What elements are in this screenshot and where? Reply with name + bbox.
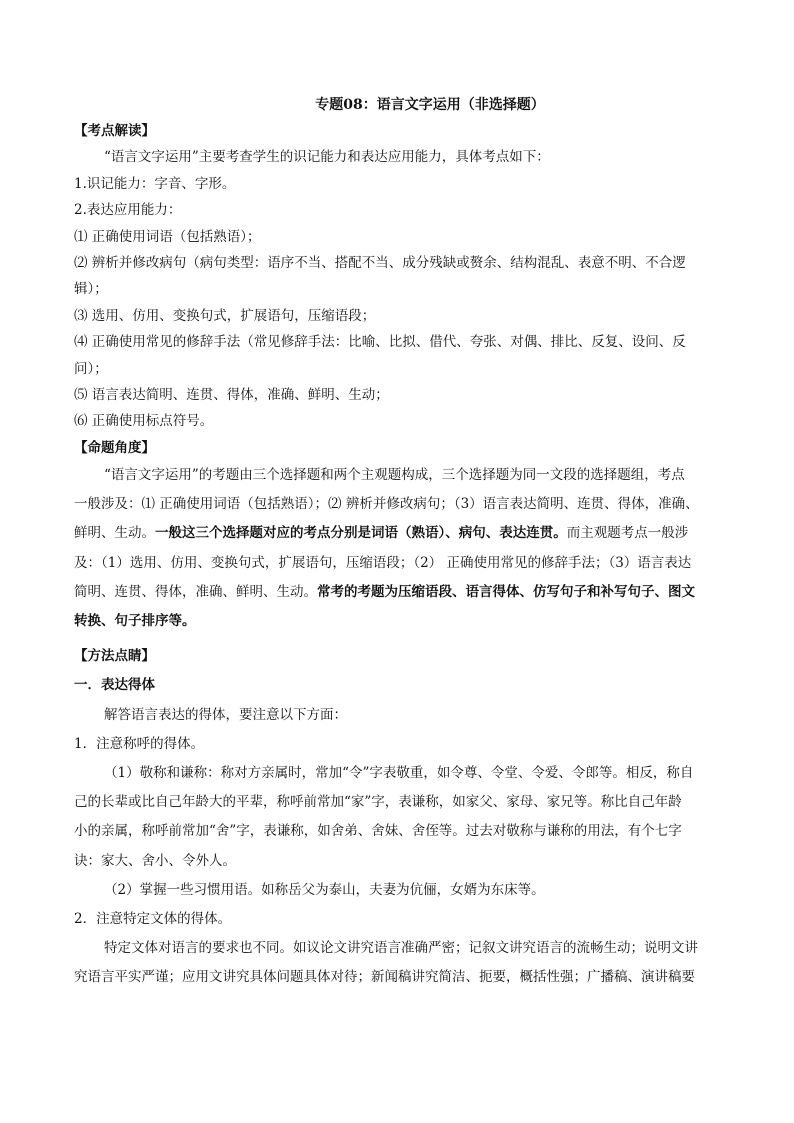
list-item: ⑹ 正确使用标点符号。 — [74, 413, 214, 430]
section-heading-fangfa: 【方法点睛】 — [74, 648, 155, 665]
paragraph-line: 己的长辈或比自己年龄大的平辈，称呼前常加“家”字，表谦称，如家父、家母、家兄等。称比自己年龄 — [74, 794, 682, 811]
section-heading-kaodian: 【考点解读】 — [74, 123, 155, 139]
plain-text: 而主观题考点一般涉 — [566, 525, 689, 542]
page-title: 专题08：语言文字运用（非选择题） — [315, 97, 545, 113]
list-item: ⑸ 语言表达简明、连贯、得体，准确、鲜明、生动； — [74, 386, 389, 403]
paragraph-line: 究语言平实严谨；应用文讲究具体问题具体对待；新闻稿讲究简洁、扼要，概括性强；广播稿、演讲稿要 — [74, 969, 695, 986]
list-item: 2．注意特定文体的得体。 — [74, 910, 232, 927]
paragraph-line — [74, 519, 726, 548]
emphasis-text: 一般这三个选择题对应的考点分别是词语（熟语）、病句、表达连贯。 — [155, 525, 567, 542]
plain-text: 简明、连贯、得体，准确、鲜明、生动。 — [74, 583, 317, 600]
list-item: ⑶ 选用、仿用、变换句式，扩展语句，压缩语段； — [74, 307, 376, 324]
paragraph-line: 一般涉及：⑴ 正确使用词语（包括熟语）；⑵ 辨析并修改病句；（3）语言表达简明、连贯、得体，准确、 — [74, 496, 699, 513]
paragraph-line: （2）掌握一些习惯用语。如称岳父为泰山，夫妻为伉俪，女婿为东床等。 — [104, 881, 545, 898]
sub-heading: 一．表达得体 — [74, 677, 155, 694]
section-heading-mingti: 【命题角度】 — [74, 439, 155, 456]
list-item-continuation: 问）； — [74, 360, 108, 377]
emphasis-text: 常考的考题为压缩语段、语言得体、仿写句子和补写句子、图文 — [317, 583, 695, 600]
list-item: 1.识记能力：字音、字形。 — [74, 175, 236, 192]
list-item-continuation: 辑）； — [74, 281, 108, 298]
list-item: 1．注意称呼的得体。 — [74, 735, 205, 752]
paragraph-line: 特定文体对语言的要求也不同。如议论文讲究语言准确严密；记叙文讲究语言的流畅生动；说明文讲 — [104, 940, 698, 957]
paragraph-line: 小的亲属，称呼前常加“舍”字，表谦称，如舍弟、舍妹、舍侄等。过去对敬称与谦称的用法，有个七字 — [74, 823, 682, 840]
list-item: ⑷ 正确使用常见的修辞手法（常见修辞手法：比喻、比拟、借代、夸张、对偶、排比、反复、设问、反 — [74, 334, 686, 351]
list-item: 2.表达应用能力： — [74, 202, 182, 219]
paragraph-line: 诀：家大、舍小、令外人。 — [74, 852, 236, 869]
paragraph-line: 及：（1）选用、仿用、变换句式，扩展语句，压缩语段；（2） 正确使用常见的修辞手法；（3）语言表达 — [74, 554, 692, 571]
plain-text: 鲜明、生动。 — [74, 525, 155, 542]
document-page — [74, 92, 726, 992]
paragraph-line: 解答语言表达的得体，要注意以下方面： — [104, 706, 347, 723]
list-item: ⑵ 辨析并修改病句（病句类型：语序不当、搭配不当、成分残缺或赘余、结构混乱、表意不明、不合逻 — [74, 254, 686, 271]
list-item: ⑴ 正确使用词语（包括熟语）； — [74, 228, 261, 245]
paragraph-line — [74, 578, 726, 607]
paragraph-line: “语言文字运用”的考题由三个选择题和两个主观题构成，三个选择题为同一文段的选择题组，考点 — [104, 467, 685, 484]
paragraph-line: （1）敬称和谦称：称对方亲属时，常加“令”字表敬重，如令尊、令堂、令爱、令郎等。相反，称自 — [104, 764, 694, 781]
paragraph-line: “语言文字运用”主要考查学生的识记能力和表达应用能力，具体考点如下： — [104, 149, 550, 166]
paragraph-line: 转换、句子排序等。 — [74, 613, 196, 630]
